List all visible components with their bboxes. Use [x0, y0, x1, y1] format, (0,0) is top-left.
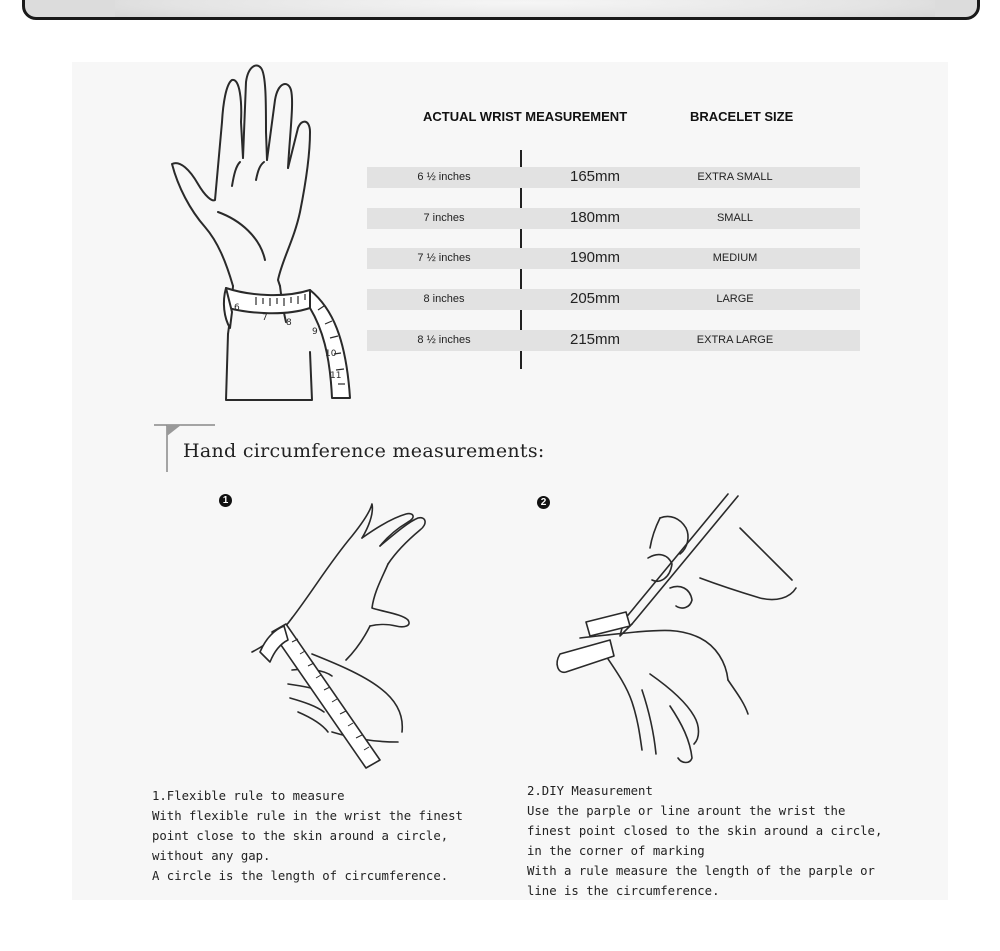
size-row [367, 248, 860, 269]
row-size: EXTRA SMALL [697, 171, 773, 183]
size-row [367, 289, 860, 310]
step-1-line: With flexible rule in the wrist the finest [152, 809, 463, 823]
step-1-caption [152, 786, 463, 886]
tape-mark-10: 10 [325, 349, 337, 359]
step-2-caption [527, 781, 882, 901]
tape-mark-7: 7 [262, 313, 268, 323]
step-1-line: point close to the skin around a circle, [152, 829, 449, 843]
size-row [367, 167, 860, 188]
section-title: Hand circumference measurements: [183, 440, 545, 462]
row-size: SMALL [716, 212, 754, 224]
row-size: EXTRA LARGE [696, 334, 774, 346]
row-mm: 190mm [569, 249, 621, 266]
step-2-title: 2.DIY Measurement [527, 784, 653, 798]
header-wrist-measurement: ACTUAL WRIST MEASUREMENT [423, 109, 628, 124]
tape-mark-11: 11 [330, 371, 342, 381]
hand-tape-illustration [160, 62, 360, 402]
tape-mark-9: 9 [312, 327, 318, 337]
row-mm: 180mm [569, 209, 621, 226]
tape-mark-8: 8 [286, 318, 292, 328]
row-inches: 7 inches [423, 212, 465, 224]
step-2-line: line is the circumference. [527, 884, 720, 898]
step-2-line: Use the parple or line arount the wrist the [527, 804, 846, 818]
tape-mark-6: 6 [234, 303, 240, 313]
size-row [367, 330, 860, 351]
step-1-title: 1.Flexible rule to measure [152, 789, 345, 803]
top-image-frame [22, 0, 980, 20]
row-inches: 7 ½ inches [417, 252, 471, 264]
row-mm: 205mm [569, 290, 621, 307]
size-row [367, 208, 860, 229]
step-2-line: in the corner of marking [527, 844, 705, 858]
row-mm: 215mm [569, 331, 621, 348]
step-1-line: without any gap. [152, 849, 271, 863]
row-mm: 165mm [569, 168, 621, 185]
step-2-line: finest point closed to the skin around a circle, [527, 824, 883, 838]
row-size: LARGE [716, 293, 754, 305]
row-inches: 8 ½ inches [417, 334, 471, 346]
step-2-number-icon: 2 [537, 496, 550, 509]
step-1-number-icon: 1 [219, 494, 232, 507]
row-inches: 8 inches [423, 293, 465, 305]
flexible-rule-illustration [212, 492, 452, 782]
step-2-line: With a rule measure the length of the parple or [527, 864, 875, 878]
step-1-line: A circle is the length of circumference. [152, 869, 449, 883]
row-inches: 6 ½ inches [417, 171, 471, 183]
diy-measurement-illustration [540, 488, 830, 778]
row-size: MEDIUM [712, 252, 758, 264]
header-bracelet-size: BRACELET SIZE [690, 109, 794, 124]
